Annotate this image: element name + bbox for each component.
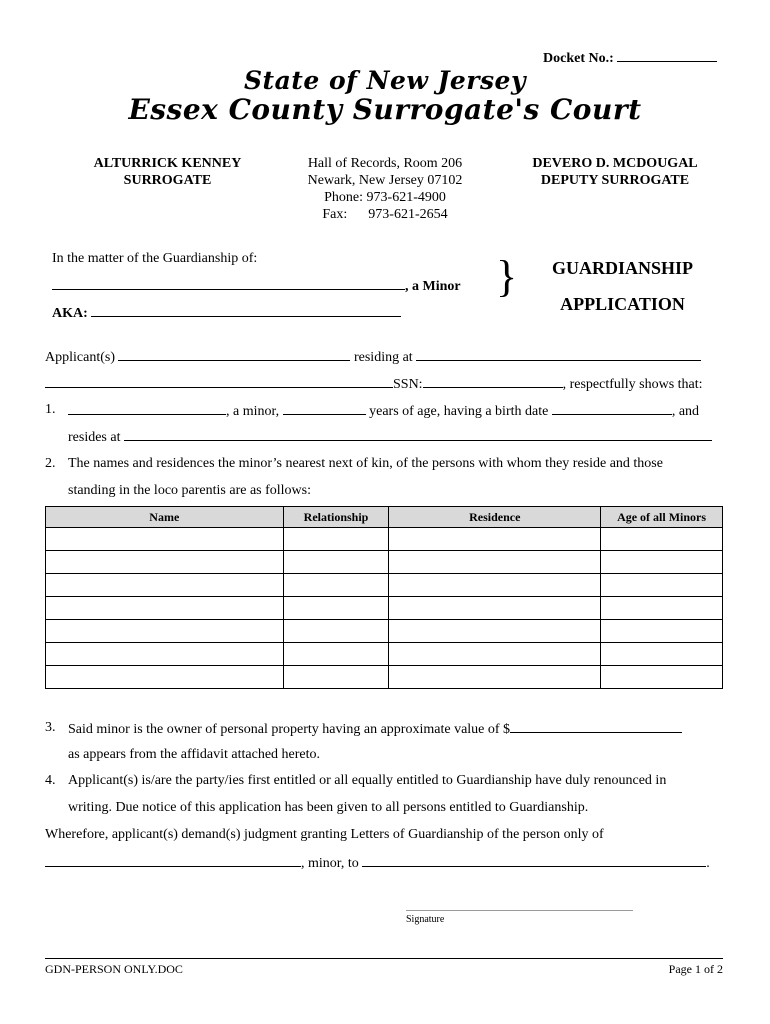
cell-relationship[interactable] [283, 666, 389, 689]
cell-residence[interactable] [389, 643, 601, 666]
minor-name-field [52, 276, 461, 295]
table-row [46, 666, 723, 689]
cell-relationship[interactable] [283, 643, 389, 666]
docket-label: Docket No.: [543, 51, 614, 66]
table-row [46, 528, 723, 551]
item4-number: 4. [45, 773, 56, 788]
table-row [46, 574, 723, 597]
item3-text: Said minor is the owner of personal property having an approximate value of $ [68, 722, 511, 737]
cell-age[interactable] [601, 643, 723, 666]
minor-suffix: , a Minor [405, 279, 461, 294]
cell-age[interactable] [601, 574, 723, 597]
cell-name[interactable] [46, 620, 284, 643]
aka-label: AKA: [52, 306, 88, 321]
cell-residence[interactable] [389, 551, 601, 574]
item4-text: Applicant(s) is/are the party/ies first entitled or all equally entitled to Guardianship have duly renounced in [68, 773, 667, 788]
age-blank[interactable] [283, 401, 366, 415]
cell-name[interactable] [46, 528, 284, 551]
document-title-line-2: APPLICATION [560, 294, 685, 314]
col-header-relationship: Relationship [283, 507, 389, 528]
item1-years-text: years of age, having a birth date [369, 404, 549, 419]
cell-relationship[interactable] [283, 551, 389, 574]
item2-text-2: standing in the loco parentis are as follows: [68, 483, 311, 498]
cell-residence[interactable] [389, 620, 601, 643]
court-address [285, 155, 485, 223]
table-row [46, 597, 723, 620]
cell-relationship[interactable] [283, 528, 389, 551]
caption-brace: } [496, 252, 518, 301]
residing-label: residing at [353, 350, 413, 365]
item3-number: 3. [45, 720, 56, 735]
minor-to-text: , minor, to [301, 856, 359, 871]
residing-blank[interactable] [416, 347, 701, 361]
cell-name[interactable] [46, 574, 284, 597]
aka-field [52, 303, 401, 322]
cell-age[interactable] [601, 528, 723, 551]
cell-residence[interactable] [389, 666, 601, 689]
ssn-label: SSN: [393, 377, 423, 392]
applicants-label: Applicant(s) [45, 350, 115, 365]
surrogate-block [70, 155, 265, 189]
aka-blank[interactable] [91, 303, 401, 317]
item1-line [68, 401, 699, 420]
guardian-blank[interactable] [362, 853, 706, 867]
court-title [0, 66, 770, 126]
footer-page-number: Page 1 of 2 [668, 962, 723, 976]
matter-label: In the matter of the Guardianship of: [52, 251, 258, 266]
address-line-2: Newark, New Jersey 07102 [307, 173, 463, 188]
item2-number: 2. [45, 456, 56, 471]
birthdate-blank[interactable] [552, 401, 672, 415]
cell-age[interactable] [601, 597, 723, 620]
phone-line: Phone: 973-621-4900 [324, 190, 446, 205]
period-text: . [706, 856, 710, 871]
item3-line [68, 719, 682, 738]
court-name-title: Essex County Surrogate's Court [128, 93, 642, 126]
resides-label: resides at [68, 430, 121, 445]
fax-line: Fax: 973-621-2654 [322, 207, 448, 222]
cell-residence[interactable] [389, 574, 601, 597]
item1-minor-text: , a minor, [226, 404, 280, 419]
table-row [46, 551, 723, 574]
state-title: State of New Jersey [244, 66, 526, 95]
cell-age[interactable] [601, 620, 723, 643]
docket-field [543, 48, 717, 67]
table-row [46, 643, 723, 666]
property-value-blank[interactable] [510, 719, 682, 733]
signature-line[interactable] [406, 910, 633, 911]
document-title-line-1: GUARDIANSHIP [551, 258, 693, 278]
shows-that-text: , respectfully shows that: [562, 377, 703, 392]
docket-blank[interactable] [617, 48, 717, 62]
footer-doc-name: GDN-PERSON ONLY.DOC [45, 962, 183, 976]
cell-name[interactable] [46, 597, 284, 620]
deputy-block [505, 155, 725, 189]
address-line-1: Hall of Records, Room 206 [307, 156, 463, 171]
table-row [46, 620, 723, 643]
surrogate-name: ALTURRICK KENNEY [93, 156, 242, 171]
table-header-row [46, 507, 723, 528]
cell-age[interactable] [601, 666, 723, 689]
footer-divider [45, 958, 723, 959]
minor-to-line [45, 853, 710, 872]
minor-blank[interactable] [68, 401, 226, 415]
cell-age[interactable] [601, 551, 723, 574]
item2-text: The names and residences the minor’s nearest next of kin, of the persons with whom they reside and those [68, 456, 663, 471]
cell-name[interactable] [46, 551, 284, 574]
col-header-residence: Residence [389, 507, 601, 528]
ssn-line [45, 374, 703, 393]
resides-blank[interactable] [124, 427, 712, 441]
surrogate-role: SURROGATE [123, 173, 212, 188]
document-title [530, 250, 715, 322]
item1-and-text: , and [671, 404, 700, 419]
cell-residence[interactable] [389, 528, 601, 551]
wherefore-text: Wherefore, applicant(s) demand(s) judgment granting Letters of Guardianship of the person only of [45, 827, 604, 842]
cell-residence[interactable] [389, 597, 601, 620]
col-header-age: Age of all Minors [601, 507, 723, 528]
signature-label: Signature [406, 914, 445, 925]
next-of-kin-table [45, 506, 723, 689]
cell-relationship[interactable] [283, 597, 389, 620]
cell-name[interactable] [46, 666, 284, 689]
col-header-name: Name [46, 507, 284, 528]
deputy-name: DEVERO D. MCDOUGAL [532, 156, 698, 171]
item1-number: 1. [45, 402, 56, 417]
cell-name[interactable] [46, 643, 284, 666]
item4-text-2: writing. Due notice of this application has been given to all persons entitled to Guardianship. [68, 800, 589, 815]
resides-line [68, 427, 712, 446]
cell-relationship[interactable] [283, 574, 389, 597]
minor-name-blank[interactable] [52, 276, 405, 290]
ssn-blank[interactable] [423, 374, 563, 388]
address-blank[interactable] [45, 374, 393, 388]
applicant-line [45, 347, 701, 366]
cell-relationship[interactable] [283, 620, 389, 643]
item3-text-2: as appears from the affidavit attached hereto. [68, 747, 321, 762]
deputy-role: DEPUTY SURROGATE [540, 173, 690, 188]
minor-name-blank-2[interactable] [45, 853, 301, 867]
applicants-blank[interactable] [118, 347, 350, 361]
